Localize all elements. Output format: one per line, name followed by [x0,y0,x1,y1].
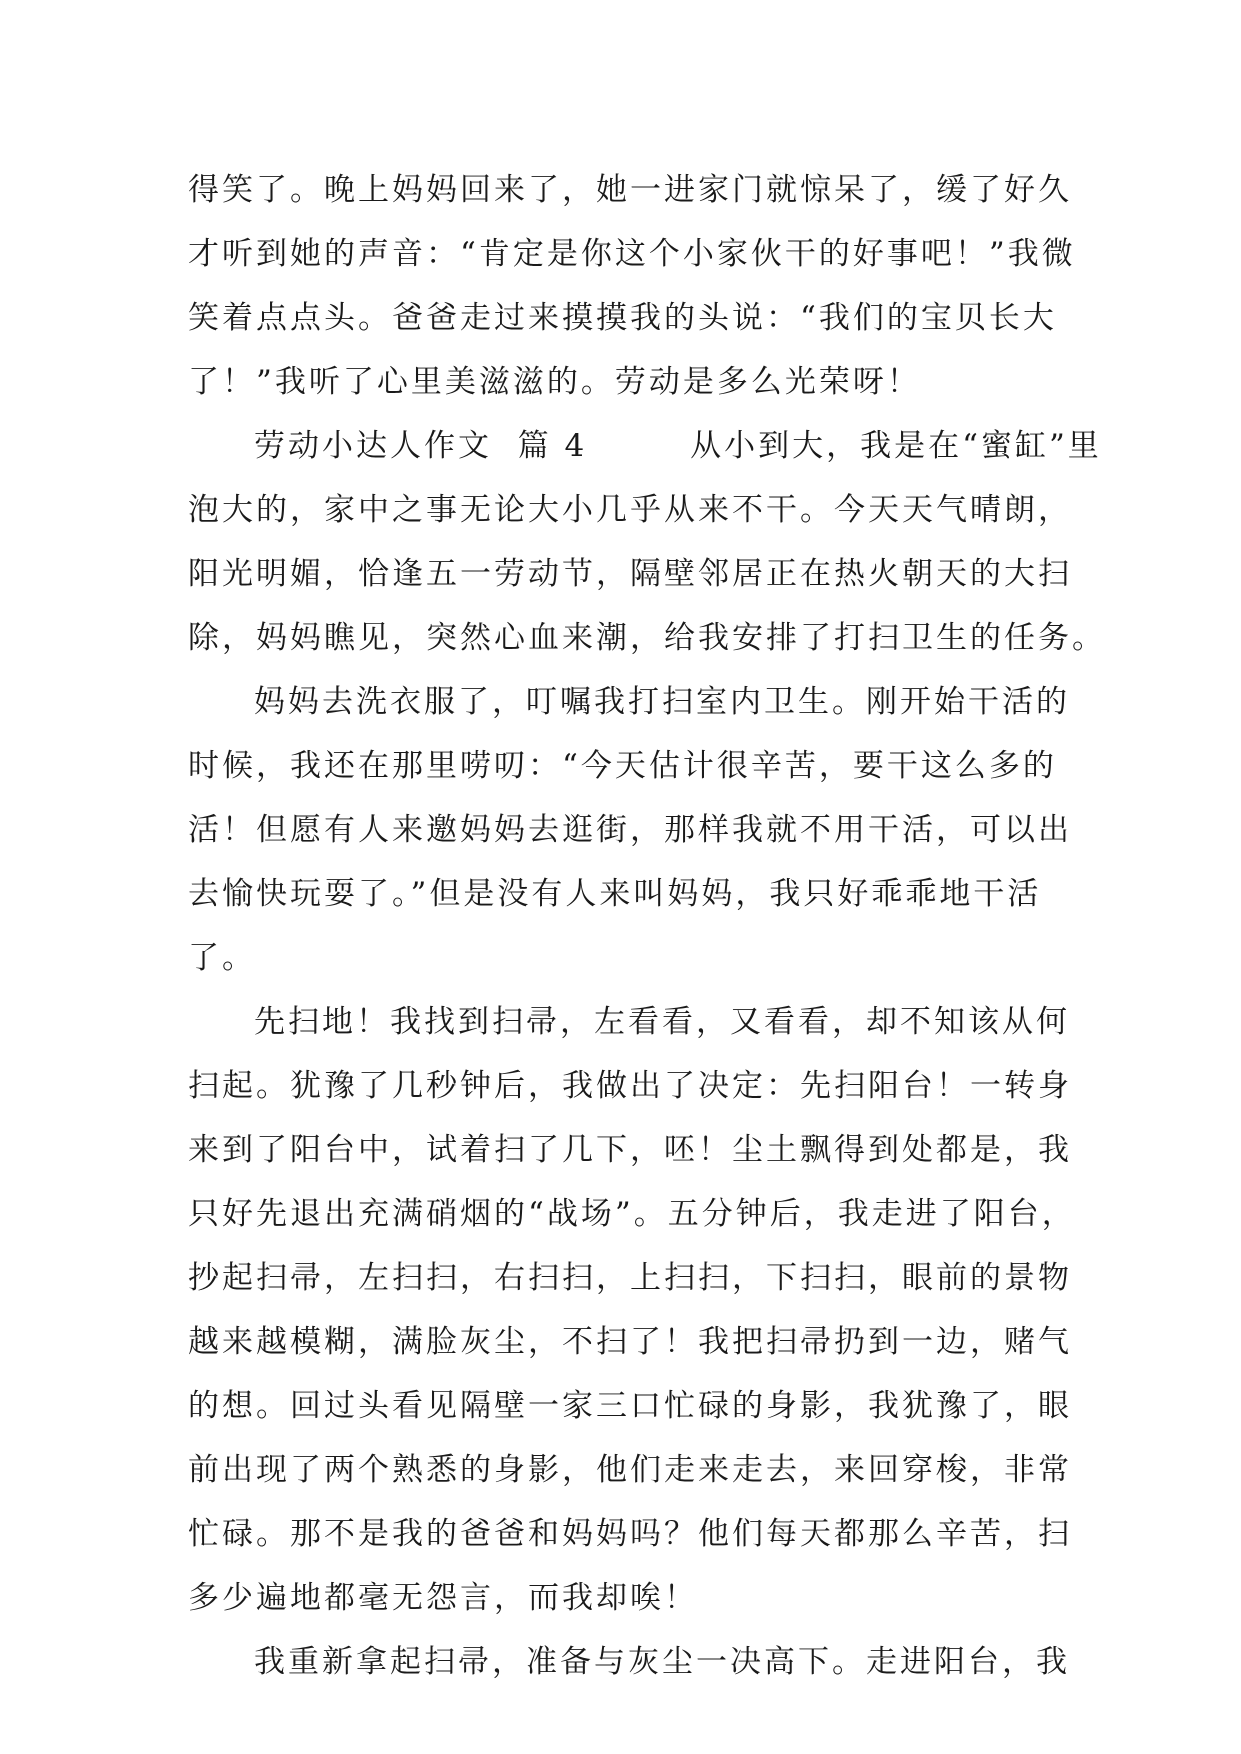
text-line: 笑着点点头。爸爸走过来摸摸我的头说：“我们的宝贝长大 [188,300,1057,336]
text-line: 阳光明媚，恰逢五一劳动节，隔壁邻居正在热火朝天的大扫 [188,556,1072,592]
section-heading-line: 劳动小达人作文 篇 4 从小到大，我是在“蜜缸”里 [254,428,1102,464]
text-line: 除，妈妈瞧见，突然心血来潮，给我安排了打扫卫生的任务。 [188,620,1106,656]
text-line: 时候，我还在那里唠叨：“今天估计很辛苦，要干这么多的 [188,748,1057,784]
text-line: 泡大的，家中之事无论大小几乎从来不干。今天天气晴朗， [188,492,1072,528]
text-line: 了！”我听了心里美滋滋的。劳动是多么光荣呀！ [188,364,921,400]
text-line: 越来越模糊，满脸灰尘，不扫了！我把扫帚扔到一边，赌气 [188,1324,1072,1360]
text-line: 才听到她的声音：“肯定是你这个小家伙干的好事吧！”我微 [188,236,1076,272]
text-line: 抄起扫帚，左扫扫，右扫扫，上扫扫，下扫扫，眼前的景物 [188,1260,1072,1296]
paragraph-start-line: 我重新拿起扫帚，准备与灰尘一决高下。走进阳台，我 [254,1644,1070,1680]
text-line: 扫起。犹豫了几秒钟后，我做出了决定：先扫阳台！一转身 [188,1068,1072,1104]
text-line: 得笑了。晚上妈妈回来了，她一进家门就惊呆了，缓了好久 [188,172,1072,208]
body-text [188,158,1106,1694]
text-line: 忙碌。那不是我的爸爸和妈妈吗？他们每天都那么辛苦，扫 [188,1516,1072,1552]
text-line: 只好先退出充满硝烟的“战场”。五分钟后，我走进了阳台， [188,1196,1076,1232]
text-line: 了。 [188,940,256,976]
text-line: 多少遍地都毫无怨言，而我却唉！ [188,1580,698,1616]
text-line: 来到了阳台中，试着扫了几下，呸！尘土飘得到处都是，我 [188,1132,1072,1168]
paragraph-start-line: 先扫地！我找到扫帚，左看看，又看看，却不知该从何 [254,1004,1070,1040]
text-line: 活！但愿有人来邀妈妈去逛街，那样我就不用干活，可以出 [188,812,1072,848]
text-line: 前出现了两个熟悉的身影，他们走来走去，来回穿梭，非常 [188,1452,1072,1488]
text-line: 的想。回过头看见隔壁一家三口忙碌的身影，我犹豫了，眼 [188,1388,1072,1424]
paragraph-start-line: 妈妈去洗衣服了，叮嘱我打扫室内卫生。刚开始干活的 [254,684,1070,720]
text-line: 去愉快玩耍了。”但是没有人来叫妈妈，我只好乖乖地干活 [188,876,1042,912]
